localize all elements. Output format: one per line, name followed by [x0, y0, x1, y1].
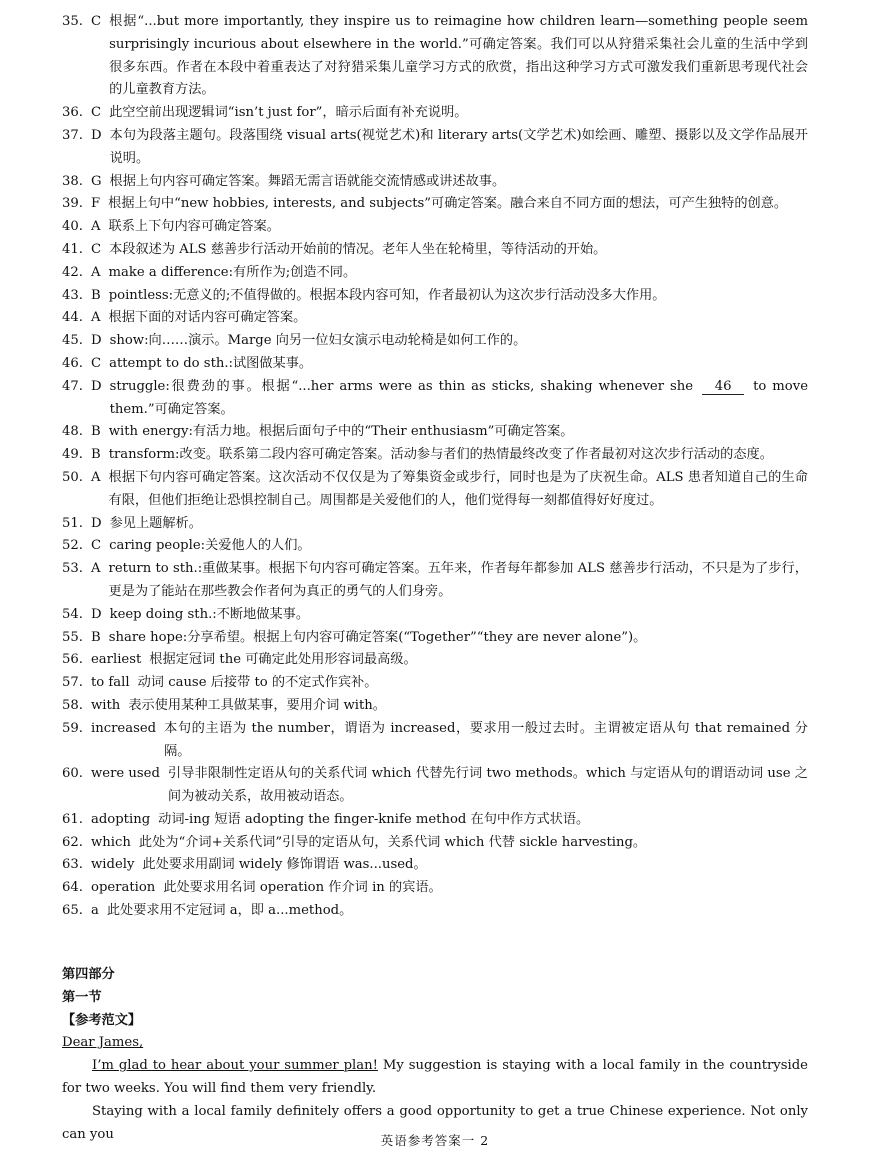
answer-key: F — [91, 196, 101, 212]
answer-explanation: transform:改变。联系第二段内容可确定答案。活动参与者们的热情最终改变了作者最初对这次步行活动的态度。 — [108, 447, 773, 463]
answer-number: 40. — [62, 219, 83, 235]
answer-explanation: 根据上句中“new hobbies, interests, and subjects”可确定答案。融合来自不同方面的想法，可产生独特的创意。 — [108, 196, 788, 212]
answer-number: 57. — [62, 675, 83, 691]
answer-number: 50. — [62, 469, 83, 485]
answer-item — [62, 695, 808, 718]
answer-explanation: 此空空前出现逻辑词“isn’t just for”，暗示后面有补充说明。 — [109, 105, 468, 121]
answer-item — [62, 125, 808, 171]
subpart-heading: 第一节 — [62, 989, 102, 1005]
answer-item — [62, 171, 808, 194]
answer-explanation: 根据上句内容可确定答案。舞蹈无需言语就能交流情感或讲述故事。 — [109, 173, 506, 189]
answer-number: 44. — [62, 310, 83, 326]
essay-paragraph-1-rest: My suggestion is staying with a local family in the countryside for two weeks. You will find them very friendly. — [62, 1058, 808, 1096]
answer-explanation: 此处要求用副词 widely 修饰谓语 was...used。 — [142, 857, 427, 873]
answer-number: 60. — [62, 766, 83, 782]
answer-number: 45. — [62, 333, 83, 349]
answer-number: 52. — [62, 538, 83, 554]
answer-item — [62, 239, 808, 262]
answer-item — [62, 444, 808, 467]
answer-item — [62, 262, 808, 285]
answer-explanation: caring people:关爱他人的人们。 — [109, 538, 311, 554]
answer-key: which — [91, 834, 131, 850]
answer-key: earliest — [91, 652, 142, 668]
answer-number: 54. — [62, 606, 83, 622]
answer-number: 62. — [62, 834, 83, 850]
answer-number: 59. — [62, 720, 83, 736]
answer-number: 53. — [62, 561, 83, 577]
answer-number: 47. — [62, 378, 83, 394]
answer-item — [62, 649, 808, 672]
essay-paragraph-2: Staying with a local family definitely offers a good opportunity to get a true Chinese experience. Not only can you — [62, 1103, 808, 1142]
answer-item — [62, 558, 808, 604]
answer-item — [62, 854, 808, 877]
answer-key: C — [91, 105, 102, 121]
answer-key: D — [91, 515, 102, 531]
answer-explanation: 动词 cause 后接带 to 的不定式作宾补。 — [137, 675, 378, 691]
answer-explanation: 根据下面的对话内容可确定答案。 — [108, 310, 307, 326]
page-footer: 英语参考答案一 2 — [380, 1133, 490, 1148]
answer-number: 42. — [62, 264, 83, 280]
answer-explanation: 动词-ing 短语 adopting the finger-knife method 在句中作方式状语。 — [158, 811, 590, 827]
answer-number: 64. — [62, 880, 83, 896]
answer-item — [62, 832, 808, 855]
answer-explanation: 根据“...but more importantly, they inspire us to reimagine how children learn—something people seem surprisingly incurious about elsewhere in the world.”可确定答案。我们可以从狩猎采集社会儿童的生活中学到很多东西。作者在本段中着重表达了对狩猎采集儿童学习方式的欣赏，指出这种学习方式可激发我们重新思考现代社会的儿童教育方法。 — [109, 14, 808, 98]
answer-key: B — [91, 447, 101, 463]
answer-explanation: 此处为“介词+关系代词”引导的定语从句，关系代词 which 代替 sickle harvesting。 — [138, 834, 647, 850]
answer-key: B — [91, 424, 101, 440]
answer-number: 38. — [62, 173, 83, 189]
answer-key: C — [91, 538, 102, 554]
answer-key: D — [91, 333, 102, 349]
answer-explanation: share hope:分享希望。根据上句内容可确定答案(“Together”“they are never alone”)。 — [108, 629, 647, 645]
answer-number: 65. — [62, 903, 83, 919]
answer-key: A — [91, 264, 101, 280]
answer-explanation: 此处要求用不定冠词 a，即 a...method。 — [106, 903, 353, 919]
answer-number: 48. — [62, 424, 83, 440]
answer-item — [62, 467, 808, 513]
answer-number: 49. — [62, 447, 83, 463]
answer-item — [62, 672, 808, 695]
answer-number: 37. — [62, 127, 83, 143]
answer-item — [62, 718, 808, 764]
writing-section — [62, 964, 808, 1146]
sample-label: 【参考范文】 — [62, 1012, 142, 1028]
answer-key: A — [91, 310, 101, 326]
answer-explanation: make a difference:有所作为;创造不同。 — [108, 264, 357, 280]
answer-item — [62, 604, 808, 627]
essay-opening-sentence: I’m glad to hear about your summer plan! — [92, 1058, 378, 1074]
answer-explanation: show:向……演示。Marge 向另一位妇女演示电动轮椅是如何工作的。 — [109, 333, 527, 349]
blank-number: 46 — [702, 379, 744, 395]
answer-item — [62, 421, 808, 444]
answer-explanation: 根据下句内容可确定答案。这次活动不仅仅是为了筹集资金或步行，同时也是为了庆祝生命。ALS 患者知道自己的生命有限，但他们拒绝让恐惧控制自己。周围都是关爱他们的人，他们觉得每一刻都值得好好度过。 — [108, 469, 808, 508]
answer-key: G — [91, 173, 102, 189]
answer-item — [62, 285, 808, 308]
answer-explanation: 根据定冠词 the 可确定此处用形容词最高级。 — [149, 652, 417, 668]
answer-key: C — [91, 14, 102, 29]
answer-number: 51. — [62, 515, 83, 531]
answer-key: D — [91, 606, 102, 622]
answer-item — [62, 627, 808, 650]
answer-item — [62, 877, 808, 900]
answer-explanation: 引导非限制性定语从句的关系代词 which 代替先行词 two methods。which 与定语从句的谓语动词 use 之间为被动关系，故用被动语态。 — [167, 766, 808, 805]
answer-item — [62, 809, 808, 832]
answer-number: 46. — [62, 355, 83, 371]
answer-explanation: attempt to do sth.:试图做某事。 — [109, 355, 313, 371]
part-heading: 第四部分 — [62, 967, 115, 982]
answer-key: with — [91, 697, 121, 713]
answer-key: widely — [91, 857, 135, 873]
answer-explanation: 参见上题解析。 — [109, 515, 202, 531]
answer-key: a — [91, 903, 99, 919]
answer-number: 41. — [62, 241, 83, 257]
answer-explanation: with energy:有活力地。根据后面句子中的“Their enthusiasm”可确定答案。 — [108, 424, 574, 440]
answer-item — [62, 216, 808, 239]
answer-key: C — [91, 241, 102, 257]
answer-number: 39. — [62, 196, 83, 212]
answer-key: D — [91, 127, 102, 143]
answer-explanation: pointless:无意义的;不值得做的。根据本段内容可知，作者最初认为这次步行活动没多大作用。 — [108, 287, 666, 303]
answer-item — [62, 353, 808, 376]
answer-key: were used — [91, 766, 160, 782]
answer-item — [62, 307, 808, 330]
answer-key: A — [91, 561, 101, 577]
answer-item — [62, 193, 808, 216]
answer-key: adopting — [91, 811, 151, 827]
essay-salutation: Dear James, — [62, 1035, 144, 1051]
answer-key: C — [91, 355, 102, 371]
answer-key: D — [91, 378, 102, 394]
answer-item — [62, 763, 808, 809]
answer-explanation: return to sth.:重做某事。根据下句内容可确定答案。五年来，作者每年都参加 ALS 慈善步行活动，不只是为了步行，更是为了能站在那些教会作者何为真正的勇气的人们身旁。 — [108, 561, 808, 599]
answer-key: A — [91, 219, 101, 235]
answer-explanation: struggle:很费劲的事。根据“...her arms were as thin as sticks, shaking whenever she 46 to move them.”可确定答案。 — [109, 378, 808, 417]
answer-item — [62, 535, 808, 558]
answer-item — [62, 102, 808, 125]
answer-explanation: 本句为段落主题句。段落围绕 visual arts(视觉艺术)和 literary arts(文学艺术)如绘画、雕塑、摄影以及文学作品展开说明。 — [109, 127, 808, 166]
answer-list — [62, 11, 808, 923]
answer-item — [62, 513, 808, 536]
answer-item — [62, 330, 808, 353]
answer-explanation: 此处要求用名词 operation 作介词 in 的宾语。 — [163, 880, 442, 896]
answer-item — [62, 900, 808, 923]
answer-number: 61. — [62, 811, 83, 827]
answer-key: operation — [91, 880, 156, 896]
answer-explanation: 本段叙述为 ALS 慈善步行活动开始前的情况。老年人坐在轮椅里，等待活动的开始。 — [109, 241, 607, 257]
answer-key: increased — [91, 720, 157, 736]
answer-number: 56. — [62, 652, 83, 668]
answer-explanation: 联系上下句内容可确定答案。 — [108, 219, 280, 235]
sample-essay — [62, 1032, 808, 1146]
answer-item — [62, 11, 808, 102]
answer-number: 36. — [62, 105, 83, 121]
answer-number: 58. — [62, 697, 83, 713]
answer-number: 63. — [62, 857, 83, 873]
answer-number: 43. — [62, 287, 83, 303]
answer-number: 55. — [62, 629, 83, 645]
answer-item — [62, 376, 808, 422]
answer-key: B — [91, 287, 101, 303]
answer-number: 35. — [62, 14, 83, 29]
essay-paragraph-1 — [62, 1055, 808, 1101]
answer-key: A — [91, 469, 101, 485]
answer-explanation: keep doing sth.:不断地做某事。 — [109, 606, 310, 622]
answer-explanation: 表示使用某种工具做某事，要用介词 with。 — [128, 697, 386, 713]
answer-explanation: 本句的主语为 the number，谓语为 increased，要求用一般过去时。主谓被定语从句 that remained 分隔。 — [164, 720, 808, 759]
answer-key: to fall — [91, 675, 130, 691]
answer-key: B — [91, 629, 101, 645]
